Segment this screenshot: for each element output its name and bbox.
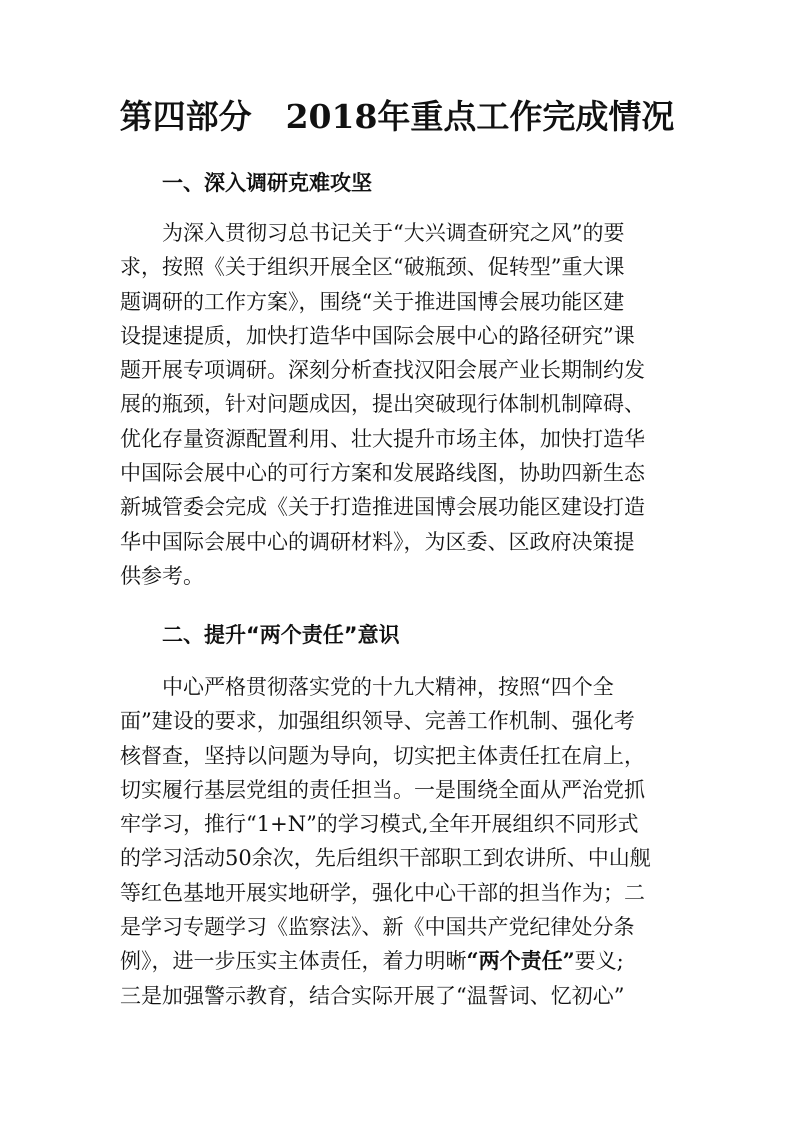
section-2-heading: 二、提升“两个责任”意识 bbox=[162, 623, 400, 647]
paragraph-line: 题调研的工作方案》，围绕“关于推进国博会展功能区建 bbox=[120, 289, 625, 314]
paragraph-line: 题开展专项调研。深刻分析查找汉阳会展产业长期制约发 bbox=[120, 358, 645, 383]
paragraph-line: 设提速提质，加快打造华中国际会展中心的路径研究”课 bbox=[120, 323, 635, 348]
paragraph-line: 展的瓶颈，针对问题成因，提出突破现行体制机制障碍、 bbox=[120, 392, 645, 417]
section-1-heading: 一、深入调研克难攻坚 bbox=[162, 171, 372, 195]
section-1-paragraph bbox=[120, 216, 680, 593]
line-text: 例》，进一步压实主体责任，着力明晰 bbox=[120, 949, 467, 974]
paragraph-line: 三是加强警示教育，结合实际开展了“温誓词、忆初心” bbox=[120, 983, 625, 1008]
paragraph-line: 优化存量资源配置利用、壮大提升市场主体，加快打造华 bbox=[120, 426, 645, 451]
paragraph-line: 新城管委会完成《关于打造推进国博会展功能区建设打造 bbox=[120, 495, 645, 520]
paragraph-line: 等红色基地开展实地研学，强化中心干部的担当作为；二 bbox=[120, 880, 645, 905]
title-part: 第四部分 bbox=[119, 97, 252, 136]
title-text: 2018年重点工作完成情况 bbox=[285, 97, 675, 136]
line-text: 要义; bbox=[574, 949, 624, 974]
paragraph-line: 切实履行基层党组的责任担当。一是围绕全面从严治党抓 bbox=[120, 777, 645, 802]
paragraph-line: 求，按照《关于组织开展全区“破瓶颈、促转型”重大课 bbox=[120, 255, 625, 280]
paragraph-line bbox=[120, 944, 680, 978]
bold-phrase: “两个责任” bbox=[466, 948, 575, 974]
paragraph-line: 牢学习，推行“1+N”的学习模式,全年开展组织不同形式 bbox=[120, 812, 639, 837]
paragraph-line: 是学习专题学习《监察法》、新《中国共产党纪律处分条 bbox=[120, 915, 635, 940]
paragraph-line: 供参考。 bbox=[120, 563, 204, 588]
section-2-paragraph bbox=[120, 670, 680, 1013]
paragraph-line: 中心严格贯彻落实党的十九大精神，按照“四个全 bbox=[120, 675, 614, 699]
paragraph-line: 为深入贯彻习总书记关于“大兴调查研究之风”的要 bbox=[120, 221, 625, 245]
paragraph-line: 面”建设的要求，加强组织领导、完善工作机制、强化考 bbox=[120, 709, 635, 734]
paragraph-line: 华中国际会展中心的调研材料》，为区委、区政府决策提 bbox=[120, 529, 635, 554]
paragraph-line: 核督查，坚持以问题为导向，切实把主体责任扛在肩上， bbox=[120, 743, 645, 768]
paragraph-line: 中国际会展中心的可行方案和发展路线图，协助四新生态 bbox=[120, 461, 645, 486]
paragraph-line: 的学习活动50余次，先后组织干部职工到农讲所、中山舰 bbox=[120, 846, 651, 871]
page-title bbox=[0, 92, 794, 142]
